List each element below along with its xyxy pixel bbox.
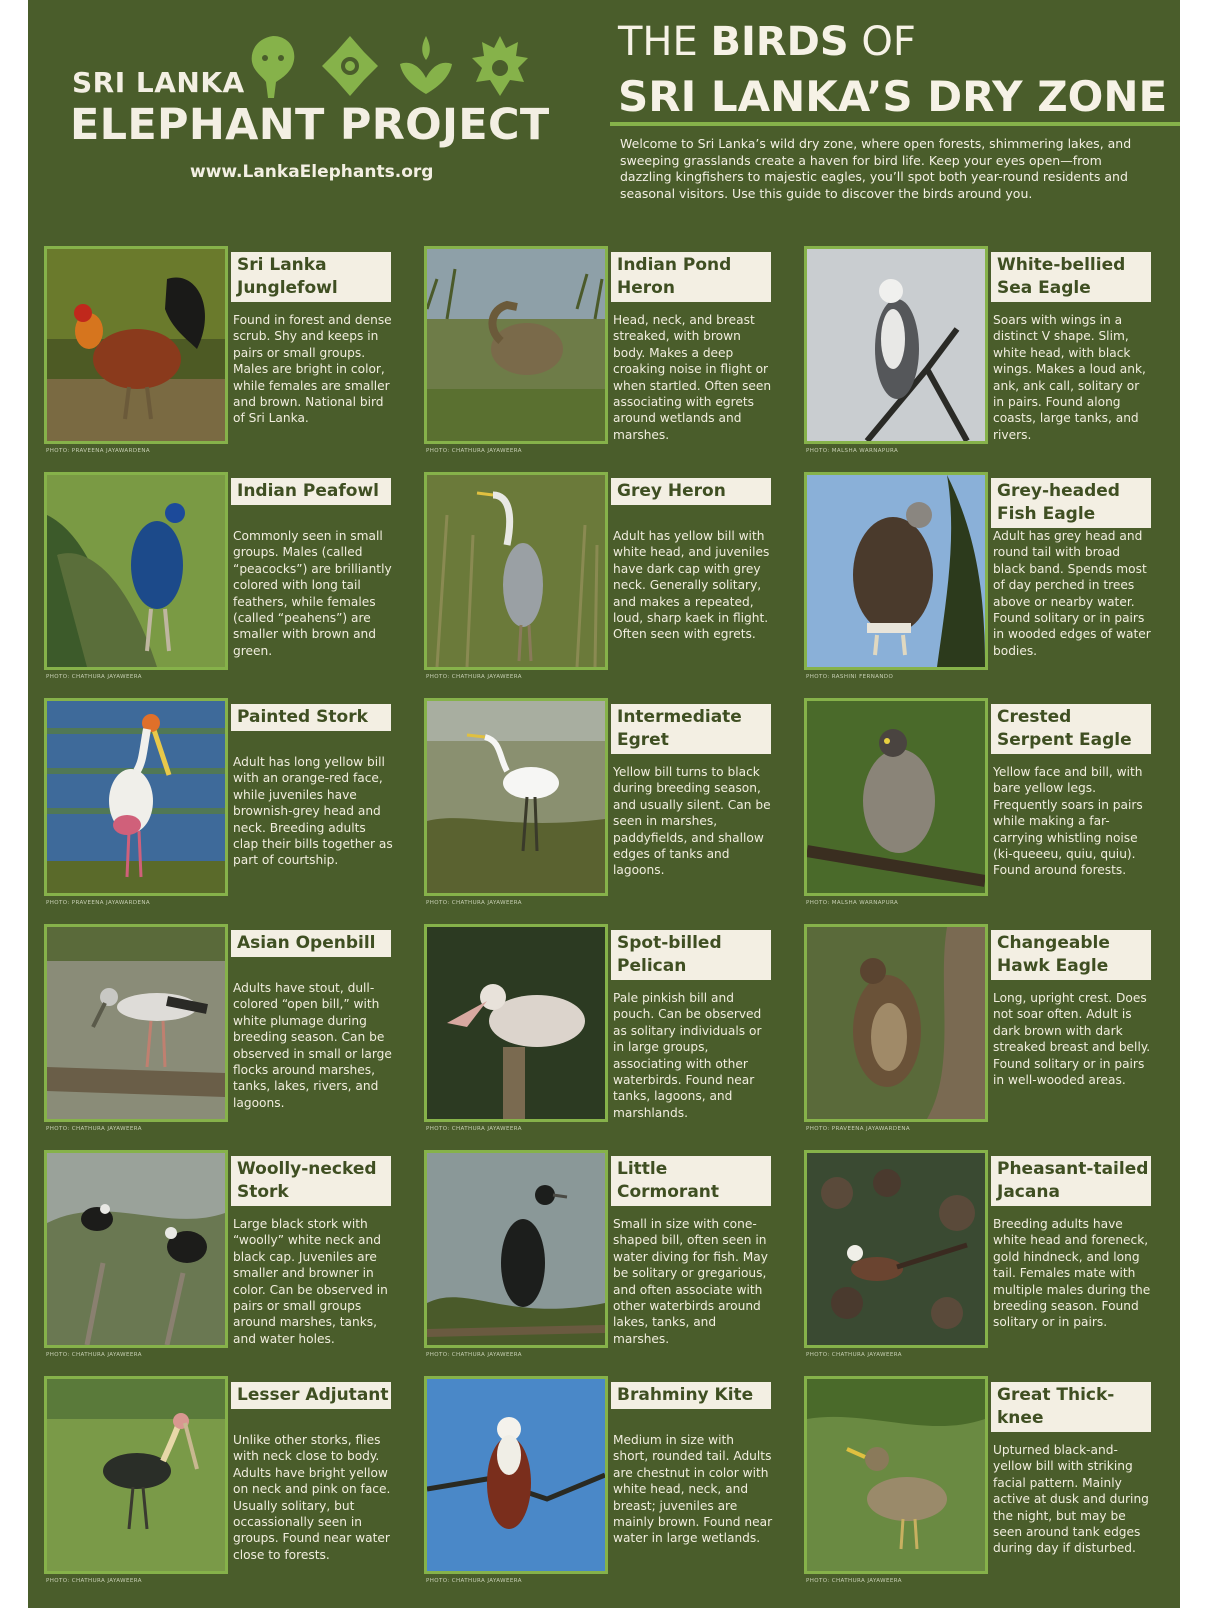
bird-description: Small in size with cone-shaped bill, often seen in water diving for fish. May be solitary or gregarious, and often associate with other waterbirds around lakes, tanks, and marshes. — [613, 1217, 768, 1346]
bird-description: Unlike other storks, flies with neck close to body. Adults have bright yellow on neck and pink on face. Usually solitary, but occassionally seen in groups. Found near water close to forests. — [233, 1433, 391, 1562]
photo-credit: PHOTO: CHATHURA JAYAWEERA — [426, 1578, 522, 1584]
bird-photo — [424, 698, 608, 896]
org-name-line2: ELEPHANT PROJECT — [70, 100, 550, 150]
header — [28, 0, 1180, 230]
bird-card — [424, 1376, 784, 1592]
bird-name: White-bellied Sea Eagle — [991, 252, 1151, 302]
bird-name: Pheasant-tailed Jacana — [991, 1156, 1151, 1206]
bird-description: Large black stork with “woolly” white neck and black cap. Juveniles are smaller and browner in color. Can be observed in pairs or small groups around marshes, tanks, and water holes. — [233, 1217, 388, 1346]
hawk-eagle-photo — [807, 927, 985, 1119]
sea-eagle-photo — [807, 249, 985, 441]
bird-name: Indian Peafowl — [231, 478, 391, 505]
bird-photo — [44, 698, 228, 896]
logo-ornaments — [248, 32, 548, 102]
org-name-line1: SRI LANKA — [72, 66, 245, 99]
bird-description: Commonly seen in small groups. Males (called “peacocks”) are brilliantly colored with long tail feathers, while females (called “peahens”) are smaller with brown and green. — [233, 529, 392, 658]
bird-card — [804, 246, 1164, 462]
bird-description: Soars with wings in a distinct V shape. Slim, white head, with black wings. Makes a loud ank, ank, ank call, solitary or in pairs. Found along coasts, large tanks, and rivers. — [993, 313, 1146, 442]
junglefowl-photo — [47, 249, 225, 441]
bird-description: Medium in size with short, rounded tail. Adults are chestnut in color with white head, neck, and breast; juveniles are mainly brown. Found near water in large wetlands. — [613, 1433, 773, 1546]
cormorant-photo — [427, 1153, 605, 1345]
bird-photo — [44, 472, 228, 670]
bird-name: Little Cormorant — [611, 1156, 771, 1206]
bird-photo — [44, 1376, 228, 1574]
bird-card — [44, 924, 404, 1140]
bird-name: Crested Serpent Eagle — [991, 704, 1151, 754]
bird-card — [804, 924, 1164, 1140]
photo-credit: PHOTO: MALSHA WARNAPURA — [806, 448, 899, 454]
org-website: www.LankaElephants.org — [190, 162, 434, 182]
bird-name: Lesser Adjutant — [231, 1382, 391, 1409]
bird-description: Long, upright crest. Does not soar often. Adult is dark brown with dark streaked breast and belly. Found solitary or in pairs in well-wooded areas. — [993, 991, 1151, 1088]
title-divider — [610, 122, 1180, 126]
bird-description: Adult has long yellow bill with an orange-red face, while juveniles have brownish-grey head and neck. Breeding adults clap their bills together as part of courtship. — [233, 755, 393, 868]
bird-card — [44, 698, 404, 914]
bird-description: Found in forest and dense scrub. Shy and keeps in pairs or small groups. Males are bright in color, while females are smaller and brown. National bird of Sri Lanka. — [233, 313, 392, 426]
bird-card — [804, 698, 1164, 914]
bird-photo — [804, 924, 988, 1122]
bird-name: Great Thick-knee — [991, 1382, 1151, 1432]
bird-photo — [804, 1376, 988, 1574]
photo-credit: PHOTO: CHATHURA JAYAWEERA — [46, 1352, 142, 1358]
bird-description: Breeding adults have white head and foreneck, gold hindneck, and long tail. Females mate with multiple males during the breeding season. Found solitary or in pairs. — [993, 1217, 1151, 1330]
photo-credit: PHOTO: CHATHURA JAYAWEERA — [426, 1352, 522, 1358]
bird-description: Adults have stout, dull-colored “open bill,” with white plumage during breeding season. Can be observed in small or large flocks around marshes, tanks, lakes, rivers, and lagoons. — [233, 981, 392, 1110]
jacana-photo — [807, 1153, 985, 1345]
adjutant-photo — [47, 1379, 225, 1571]
bird-card — [804, 1376, 1164, 1592]
photo-credit: PHOTO: CHATHURA JAYAWEERA — [806, 1352, 902, 1358]
bird-photo — [44, 1150, 228, 1348]
serpent-eagle-photo — [807, 701, 985, 893]
bird-name: Asian Openbill — [231, 930, 391, 957]
bird-name: Indian Pond Heron — [611, 252, 771, 302]
bird-name: Grey-headed Fish Eagle — [991, 478, 1151, 528]
photo-credit: PHOTO: CHATHURA JAYAWEERA — [46, 1578, 142, 1584]
egret-photo — [427, 701, 605, 893]
pond-heron-photo — [427, 249, 605, 441]
bird-photo — [424, 472, 608, 670]
bird-card — [44, 472, 404, 688]
lotus-ornament-icon — [322, 36, 378, 96]
bird-photo — [424, 1376, 608, 1574]
bird-photo — [804, 472, 988, 670]
bird-description: Head, neck, and breast streaked, with brown body. Makes a deep croaking noise in flight or when startled. Often seen associating with egrets around wetlands and marshes. — [613, 313, 772, 442]
bird-name: Grey Heron — [611, 478, 771, 505]
bird-card — [424, 698, 784, 914]
bird-description: Yellow bill turns to black during breeding season, and usually silent. Can be seen in marshes, paddyfields, and shallow edges of tanks and lagoons. — [613, 765, 771, 878]
woolly-stork-photo — [47, 1153, 225, 1345]
photo-credit: PHOTO: MALSHA WARNAPURA — [806, 900, 899, 906]
photo-credit: PHOTO: PRAVEENA JAYAWARDENA — [806, 1126, 911, 1132]
photo-credit: PHOTO: CHATHURA JAYAWEERA — [806, 1578, 902, 1584]
bird-card — [424, 472, 784, 688]
bird-description: Adult has grey head and round tail with broad black band. Spends most of day perched in trees above or nearby water. Found solitary or in pairs in wooded edges of water bodies. — [993, 529, 1151, 658]
brahminy-kite-photo — [427, 1379, 605, 1571]
thick-knee-photo — [807, 1379, 985, 1571]
bird-photo — [804, 246, 988, 444]
bird-card — [44, 1376, 404, 1592]
bird-name: Woolly-necked Stork — [231, 1156, 391, 1206]
bird-photo — [424, 924, 608, 1122]
bird-card — [424, 246, 784, 462]
bird-photo — [804, 1150, 988, 1348]
bird-photo — [424, 1150, 608, 1348]
bird-card — [804, 1150, 1164, 1366]
hands-lotus-icon — [400, 36, 452, 94]
grey-heron-photo — [427, 475, 605, 667]
bird-description: Upturned black-and-yellow bill with striking facial pattern. Mainly active at dusk and during the night, but may be seen around tank edges during day if disturbed. — [993, 1443, 1149, 1556]
bird-name: Intermediate Egret — [611, 704, 771, 754]
bird-card — [424, 924, 784, 1140]
bird-photo — [804, 698, 988, 896]
photo-credit: PHOTO: CHATHURA JAYAWEERA — [46, 1126, 142, 1132]
bird-description: Yellow face and bill, with bare yellow legs. Frequently soars in pairs while making a far-carrying whistling noise (ki-queeeu, quiu, quiu). Found around forests. — [993, 765, 1143, 878]
bird-name: Spot-billed Pelican — [611, 930, 771, 980]
photo-credit: PHOTO: PRAVEENA JAYAWARDENA — [46, 900, 151, 906]
photo-credit: PHOTO: CHATHURA JAYAWEERA — [426, 448, 522, 454]
poster — [28, 0, 1180, 1608]
photo-credit: PHOTO: CHATHURA JAYAWEERA — [426, 900, 522, 906]
bird-card — [804, 472, 1164, 688]
bird-name: Changeable Hawk Eagle — [991, 930, 1151, 980]
mask-ornament-icon — [472, 36, 528, 96]
photo-credit: PHOTO: CHATHURA JAYAWEERA — [426, 1126, 522, 1132]
bird-card — [44, 246, 404, 462]
title-line1: THE BIRDS OF — [618, 19, 916, 65]
photo-credit: PHOTO: CHATHURA JAYAWEERA — [426, 674, 522, 680]
photo-credit: PHOTO: CHATHURA JAYAWEERA — [46, 674, 142, 680]
bird-description: Pale pinkish bill and pouch. Can be observed as solitary individuals or in large groups, associating with other waterbirds. Found near tanks, lagoons, and marshlands. — [613, 991, 762, 1120]
photo-credit: PHOTO: PRAVEENA JAYAWARDENA — [46, 448, 151, 454]
bird-name: Painted Stork — [231, 704, 391, 731]
bird-card — [44, 1150, 404, 1366]
bird-name: Brahminy Kite — [611, 1382, 771, 1409]
bird-photo — [44, 246, 228, 444]
bird-photo — [424, 246, 608, 444]
bird-name: Sri Lanka Junglefowl — [231, 252, 391, 302]
fish-eagle-photo — [807, 475, 985, 667]
bird-card — [424, 1150, 784, 1366]
bird-description: Adult has yellow bill with white head, and juveniles have dark cap with grey neck. Generally solitary, and makes a repeated, loud, sharp kaek in flight. Often seen with egrets. — [613, 529, 770, 642]
openbill-photo — [47, 927, 225, 1119]
peafowl-photo — [47, 475, 225, 667]
title-line2: SRI LANKA’S DRY ZONE — [618, 72, 1168, 121]
elephant-head-icon — [252, 36, 295, 98]
painted-stork-photo — [47, 701, 225, 893]
photo-credit: PHOTO: RASHINI FERNANDO — [806, 674, 894, 680]
intro-paragraph: Welcome to Sri Lanka’s wild dry zone, where open forests, shimmering lakes, and sweeping grasslands create a haven for bird life. Keep your eyes open—from dazzling kingfishers to majestic eagles, you’ll spot both year-round residents and seasonal visitors. Use this guide to discover the birds around you. — [620, 136, 1132, 201]
bird-photo — [44, 924, 228, 1122]
pelican-photo — [427, 927, 605, 1119]
